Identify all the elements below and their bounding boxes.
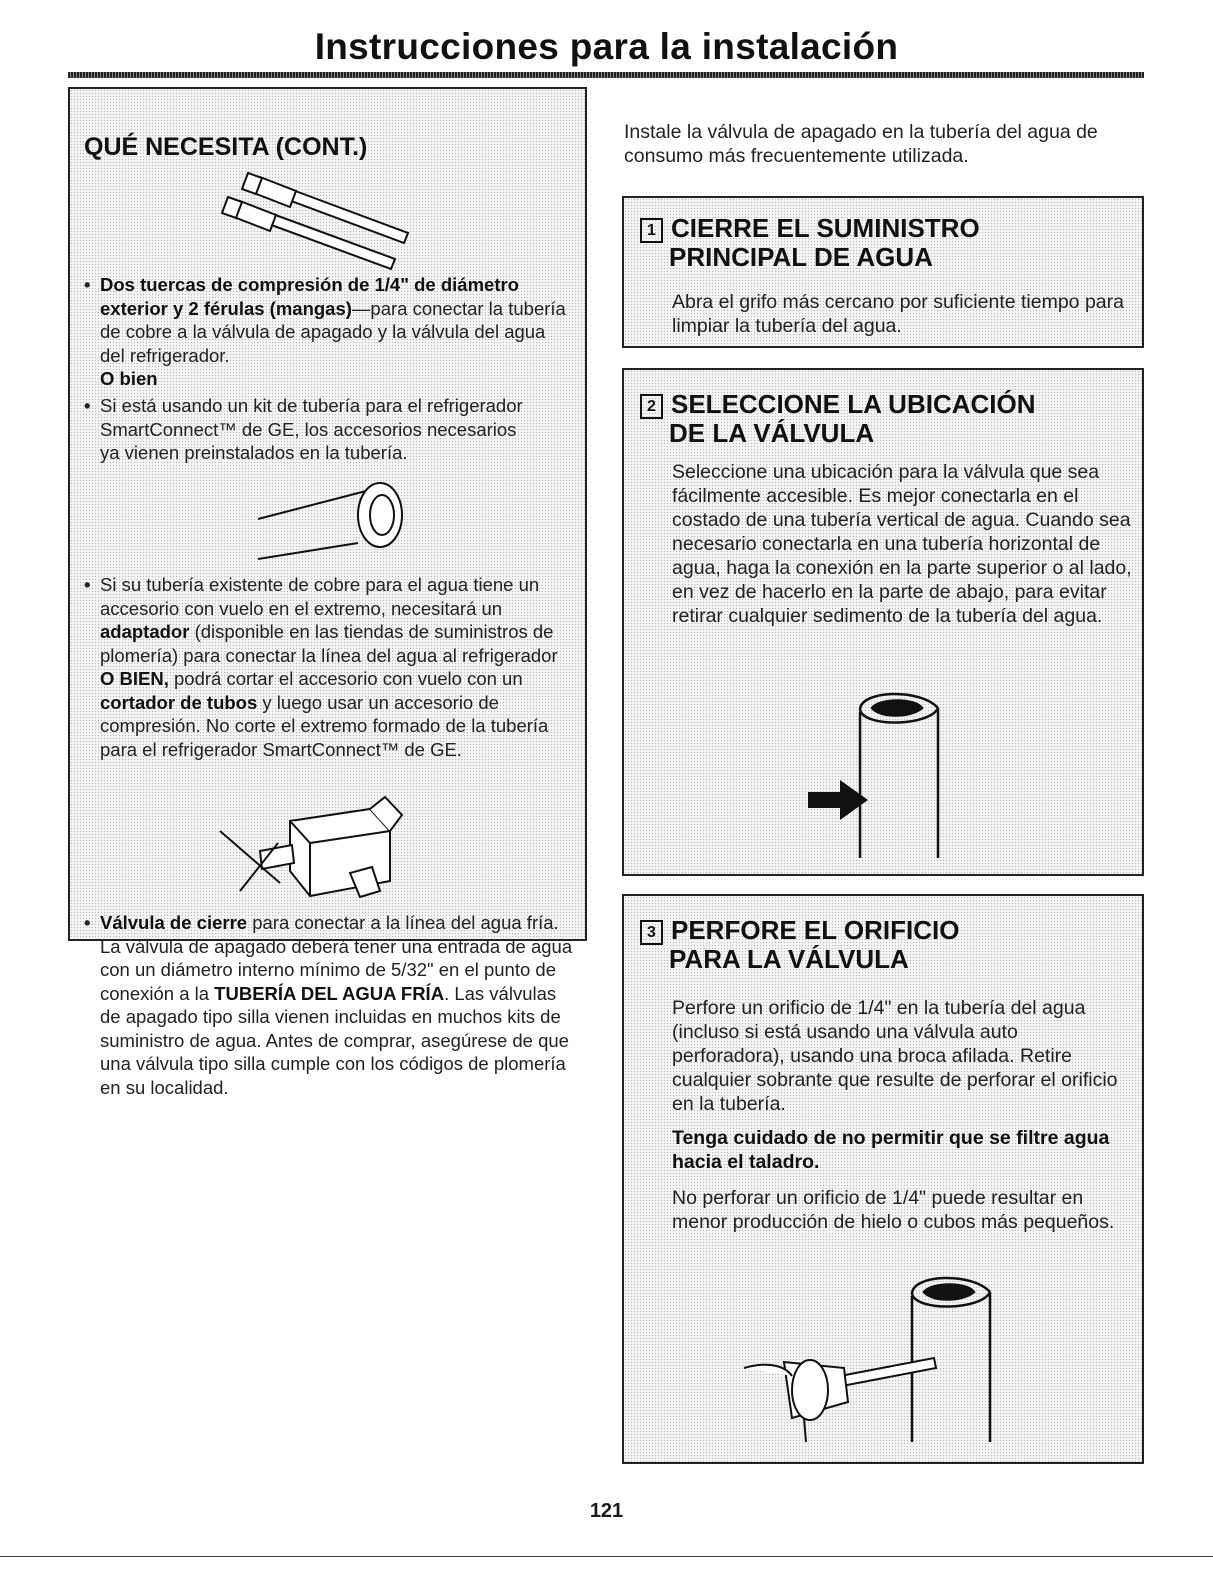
step-3-number: 3 (640, 920, 663, 945)
step-3-text: Perfore un orificio de 1/4" en la tubería del agua (incluso si está usando una válvula auto perforadora), usando una broca afilada. Retire cualquier sobrante que resulte de perforar el orificio en la tubería. (672, 997, 1118, 1115)
bottom-rule (0, 1556, 1213, 1557)
step-2-heading: 2 SELECCIONE LA UBICACIÓN DE LA VÁLVULA (640, 390, 1036, 448)
step-2-box (622, 368, 1144, 876)
flared-tube-illustration (258, 481, 408, 561)
step-1-box (622, 196, 1144, 348)
bullet-compression-nuts: • Dos tuercas de compresión de 1/4" de diámetro exterior y 2 férulas (mangas)—para conectar la tubería de cobre a la válvula de apagado y la válvula del agua del refrigerador. O bien (84, 274, 566, 389)
step-3-text-2: No perforar un orificio de 1/4" puede resultar en menor producción de hielo o cubos más pequeños. (672, 1187, 1115, 1233)
step-1-text: Abra el grifo más cercano por suficiente tiempo para limpiar la tubería del agua. (672, 291, 1124, 337)
step-1-heading: 1 CIERRE EL SUMINISTRO PRINCIPAL DE AGUA (640, 214, 980, 272)
step-2-number: 2 (640, 394, 663, 419)
intro-text: Instale la válvula de apagado en la tubería del agua de consumo más frecuentemente utilizada. (624, 121, 1098, 167)
shutoff-valve-illustration (220, 801, 420, 911)
step-1-number: 1 (640, 218, 663, 243)
what-you-need-box (68, 87, 587, 1098)
vertical-pipe-arrow-illustration (810, 690, 950, 860)
bullet-flared-fitting: • Si su tubería existente de cobre para el agua tiene un accesorio con vuelo en el extremo, necesitará un adaptador (disponible en las tiendas de suministros de plomería) para conectar la línea del agua al refrigerador O BIEN, podrá cortar el accesorio con vuelo con un cortador de tubos y luego usar un accesorio de compresión. No corte el extremo formado de la tubería para el refrigerador SmartConnect™ de GE. (84, 574, 558, 760)
page-title: Instrucciones para la instalación (314, 26, 899, 67)
drill-pipe-illustration (744, 1272, 1004, 1452)
compression-nuts-illustration (230, 171, 420, 261)
bullet-smartconnect-kit: • Si está usando un kit de tubería para el refrigerador SmartConnect™ de GE, los accesorios necesarios ya vienen preinstalados en la tubería. (84, 395, 523, 463)
bullet-shutoff-valve: • Válvula de cierre para conectar a la línea del agua fría. La válvula de apagado deberá tener una entrada de agua con un diámetro interno mínimo de 5/32" en el punto de conexión a la TUBERÍA DEL AGUA FRÍA. Las válvulas de apagado tipo silla vienen incluidas en muchos kits de suministro de agua. Antes de comprar, asegúrese de que una válvula tipo silla cumple con los códigos de plomería en su localidad. (84, 912, 573, 1098)
step-3-warning: Tenga cuidado de no permitir que se filtre agua hacia el taladro. (672, 1127, 1110, 1173)
step-3-box (622, 894, 1144, 1464)
section-heading: QUÉ NECESITA (CONT.) (84, 133, 368, 161)
step-3-heading: 3 PERFORE EL ORIFICIO PARA LA VÁLVULA (640, 916, 959, 974)
title-rule (68, 72, 1144, 78)
step-2-text: Seleccione una ubicación para la válvula que sea fácilmente accesible. Es mejor conectarla en el costado de una tubería vertical de agua. Cuando sea necesario conectarla en una tubería horizontal de agua, haga la conexión en la parte superior o al lado, en vez de hacerlo en la parte de abajo, para evitar retirar cualquier sedimento de la tubería del agua. (672, 461, 1132, 627)
page-number: 121 (589, 1500, 624, 1522)
